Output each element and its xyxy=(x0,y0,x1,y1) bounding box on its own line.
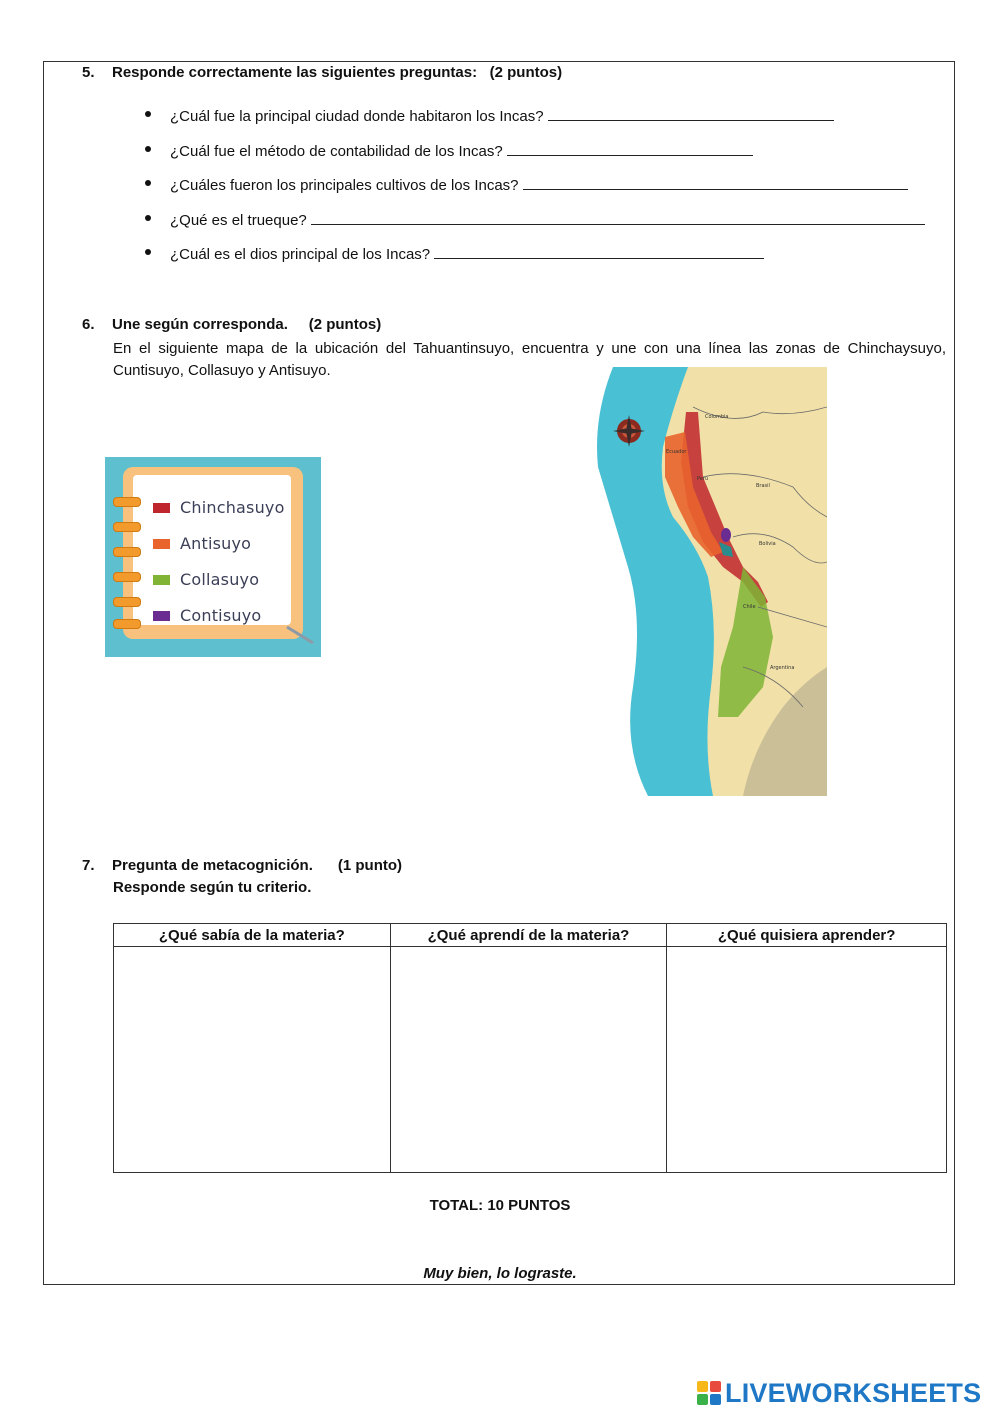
label-peru: Perú xyxy=(697,476,709,482)
list-item: ¿Qué es el trueque? xyxy=(145,210,945,245)
ring-icon xyxy=(113,597,141,607)
total-score: TOTAL: 10 PUNTOS xyxy=(429,1197,571,1214)
ring-icon xyxy=(113,572,141,582)
bullet-icon xyxy=(145,111,151,117)
ring-icon xyxy=(113,547,141,557)
bullet-icon xyxy=(145,180,151,186)
swatch-icon xyxy=(153,503,170,513)
bullet-icon xyxy=(145,215,151,221)
list-item: ¿Cuáles fueron los principales cultivos de los Incas? xyxy=(145,175,945,210)
cusco-marker[interactable] xyxy=(721,528,731,542)
section-7-heading: 7. Pregunta de metacognición. (1 punto) xyxy=(82,857,403,874)
ring-icon xyxy=(113,497,141,507)
ring-icon xyxy=(113,522,141,532)
list-item: ¿Cuál es el dios principal de los Incas? xyxy=(145,244,945,279)
section-7-subtitle: Responde según tu criterio. xyxy=(113,879,312,896)
label-bolivia: Bolivia xyxy=(759,541,776,547)
column-header-knew: ¿Qué sabía de la materia? xyxy=(114,924,391,947)
question-list xyxy=(145,106,945,279)
answer-blank-1[interactable] xyxy=(548,106,834,121)
section-6-heading: 6. Une según corresponda. (2 puntos) xyxy=(82,316,382,333)
list-item: ¿Cuál fue la principal ciudad donde habitaron los Incas? xyxy=(145,106,945,141)
closing-message: Muy bien, lo lograste. xyxy=(423,1265,577,1282)
answer-cell-knew[interactable] xyxy=(114,947,391,1173)
answer-blank-2[interactable] xyxy=(507,141,753,156)
column-header-learned: ¿Qué aprendí de la materia? xyxy=(390,924,667,947)
answer-blank-4[interactable] xyxy=(311,210,925,225)
label-brasil: Brasil xyxy=(756,483,770,489)
tahuantinsuyo-map[interactable] xyxy=(593,367,827,796)
bullet-icon xyxy=(145,146,151,152)
legend-item-chinchasuyo[interactable]: Chinchasuyo xyxy=(153,497,285,521)
answer-cell-learned[interactable] xyxy=(390,947,667,1173)
answer-blank-3[interactable] xyxy=(523,175,908,190)
label-chile: Chile xyxy=(743,604,756,610)
list-item: ¿Cuál fue el método de contabilidad de los Incas? xyxy=(145,141,945,176)
column-header-want: ¿Qué quisiera aprender? xyxy=(667,924,947,947)
section-5-heading: 5. Responde correctamente las siguientes preguntas: (2 puntos) xyxy=(82,64,563,81)
label-argentina: Argentina xyxy=(770,665,795,671)
label-ecuador: Ecuador xyxy=(666,449,687,455)
pencil-icon xyxy=(283,623,319,647)
ring-icon xyxy=(113,619,141,629)
legend-item-contisuyo[interactable]: Contisuyo xyxy=(153,605,261,629)
legend-notebook xyxy=(105,457,321,657)
answer-blank-5[interactable] xyxy=(434,244,764,259)
legend-item-antisuyo[interactable]: Antisuyo xyxy=(153,533,251,557)
swatch-icon xyxy=(153,575,170,585)
bullet-icon xyxy=(145,249,151,255)
answer-cell-want[interactable] xyxy=(667,947,947,1173)
logo-grid-icon xyxy=(697,1381,721,1405)
swatch-icon xyxy=(153,611,170,621)
label-colombia: Colombia xyxy=(705,414,729,420)
legend-item-collasuyo[interactable]: Collasuyo xyxy=(153,569,259,593)
liveworksheets-logo: LIVEWORKSHEETS xyxy=(697,1378,981,1408)
swatch-icon xyxy=(153,539,170,549)
section-6-description: En el siguiente mapa de la ubicación del Tahuantinsuyo, encuentra y une con una línea las zonas de Chinchaysuyo, Cuntisuyo, Collasuyo y Antisuyo. xyxy=(113,340,946,379)
metacognition-table xyxy=(113,923,947,1173)
